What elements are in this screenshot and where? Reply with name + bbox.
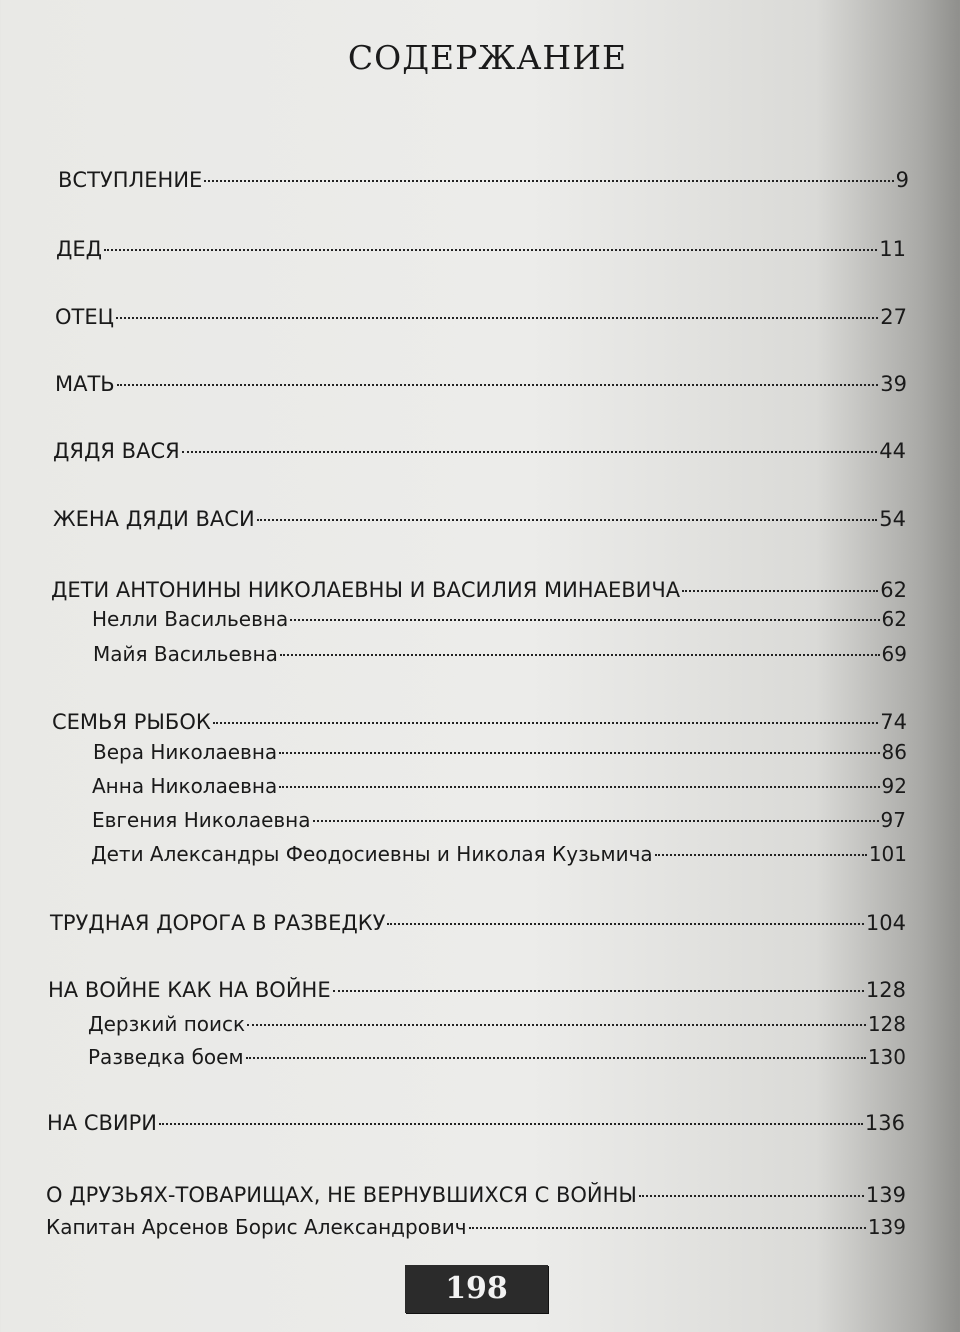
toc-entry-page: 54 (879, 507, 906, 531)
toc-entry-title: НА ВОЙНЕ КАК НА ВОЙНЕ (48, 978, 331, 1002)
toc-leader (313, 820, 879, 822)
toc-entry-page: 92 (881, 774, 907, 798)
toc-entry-title: Дети Александры Феодосиевны и Николая Кузьмича (91, 842, 653, 866)
toc-entry-title: ЖЕНА ДЯДИ ВАСИ (53, 507, 255, 531)
toc-entry-page: 104 (865, 911, 906, 935)
toc-entry-page: 139 (867, 1215, 906, 1239)
toc-leader (159, 1123, 863, 1125)
toc-entry (56, 237, 906, 261)
toc-entry-title: Евгения Николаевна (92, 808, 311, 832)
toc-subentry (46, 1215, 906, 1239)
toc-entry-title: НА СВИРИ (47, 1111, 157, 1135)
toc-leader (290, 619, 879, 621)
toc-entry-title: Разведка боем (88, 1045, 244, 1069)
toc-entry-page: 44 (879, 439, 906, 463)
toc-entry-title: О ДРУЗЬЯХ-ТОВАРИЩАХ, НЕ ВЕРНУВШИХСЯ С ВОЙНЫ (46, 1183, 637, 1207)
toc-subentry (92, 808, 906, 832)
toc-entry-page: 136 (864, 1111, 905, 1135)
toc-entry-title: СЕМЬЯ РЫБОК (52, 710, 211, 734)
toc-leader (182, 451, 878, 453)
toc-entry (55, 305, 907, 329)
toc-leader (279, 752, 879, 754)
toc-entry (50, 911, 906, 935)
toc-entry (46, 1183, 906, 1207)
toc-entry-page: 74 (880, 710, 907, 734)
toc-subentry (88, 1045, 906, 1069)
toc-leader (469, 1227, 866, 1229)
toc-subentry (92, 607, 907, 631)
toc-entry-title: ДЕТИ АНТОНИНЫ НИКОЛАЕВНЫ И ВАСИЛИЯ МИНАЕВИЧА (51, 578, 681, 602)
toc-entry (52, 710, 907, 734)
page-number-badge: 198 (405, 1265, 548, 1313)
toc-entry-title: ВСТУПЛЕНИЕ (58, 168, 203, 192)
toc-leader (247, 1024, 866, 1026)
toc-subentry (91, 842, 907, 866)
toc-entry-title: МАТЬ (55, 372, 115, 396)
toc-subentry (92, 774, 907, 798)
toc-entry-page: 27 (880, 305, 907, 329)
toc-entry-title: Вера Николаевна (93, 740, 278, 764)
toc-entry-title: Нелли Васильевна (92, 607, 289, 631)
toc-entry (55, 372, 907, 396)
toc-entry-page: 9 (895, 168, 909, 192)
toc-leader (387, 923, 863, 925)
toc-subentry (93, 740, 907, 764)
toc-leader (279, 786, 879, 788)
toc-entry-title: Майя Васильевна (93, 642, 278, 666)
toc-entry-page: 97 (880, 808, 906, 832)
toc-entry-page: 128 (867, 1012, 906, 1036)
toc-entry (51, 578, 907, 602)
toc-entry (53, 507, 906, 531)
toc-leader (257, 519, 878, 521)
toc-leader (104, 249, 877, 251)
toc-entry-page: 128 (865, 978, 906, 1002)
toc-leader (204, 180, 893, 182)
toc-leader (655, 854, 867, 856)
toc-entry-title: ДЕД (56, 237, 103, 261)
toc-leader (682, 590, 878, 592)
toc-leader (117, 384, 879, 386)
toc-entry (53, 439, 906, 463)
toc-entry-title: ОТЕЦ (55, 305, 114, 329)
toc-subentry (88, 1012, 906, 1036)
toc-leader (639, 1195, 864, 1197)
toc-leader (280, 654, 880, 656)
toc-entry (58, 168, 909, 192)
toc-entry-title: Капитан Арсенов Борис Александрович (46, 1215, 467, 1239)
toc-entry-title: ДЯДЯ ВАСЯ (53, 439, 180, 463)
toc-entry-title: Дерзкий поиск (88, 1012, 246, 1036)
toc-entry-title: ТРУДНАЯ ДОРОГА В РАЗВЕДКУ (50, 911, 386, 935)
toc-entry-page: 101 (868, 842, 907, 866)
toc-entry-page: 11 (879, 237, 906, 261)
toc-entry-page: 39 (880, 372, 907, 396)
page-title: СОДЕРЖАНИЕ (347, 38, 628, 77)
toc-entry (48, 978, 906, 1002)
toc-entry-page: 62 (880, 578, 907, 602)
toc-subentry (93, 642, 907, 666)
toc-entry-page: 139 (865, 1183, 906, 1207)
toc-leader (213, 722, 879, 724)
toc-entry-page: 69 (881, 642, 907, 666)
toc-entry-page: 62 (881, 607, 907, 631)
toc-entry-page: 130 (867, 1045, 906, 1069)
toc-entry-title: Анна Николаевна (92, 774, 278, 798)
toc-leader (246, 1057, 866, 1059)
toc-entry (47, 1111, 905, 1135)
toc-leader (333, 990, 864, 992)
toc-leader (116, 317, 878, 319)
toc-entry-page: 86 (881, 740, 907, 764)
